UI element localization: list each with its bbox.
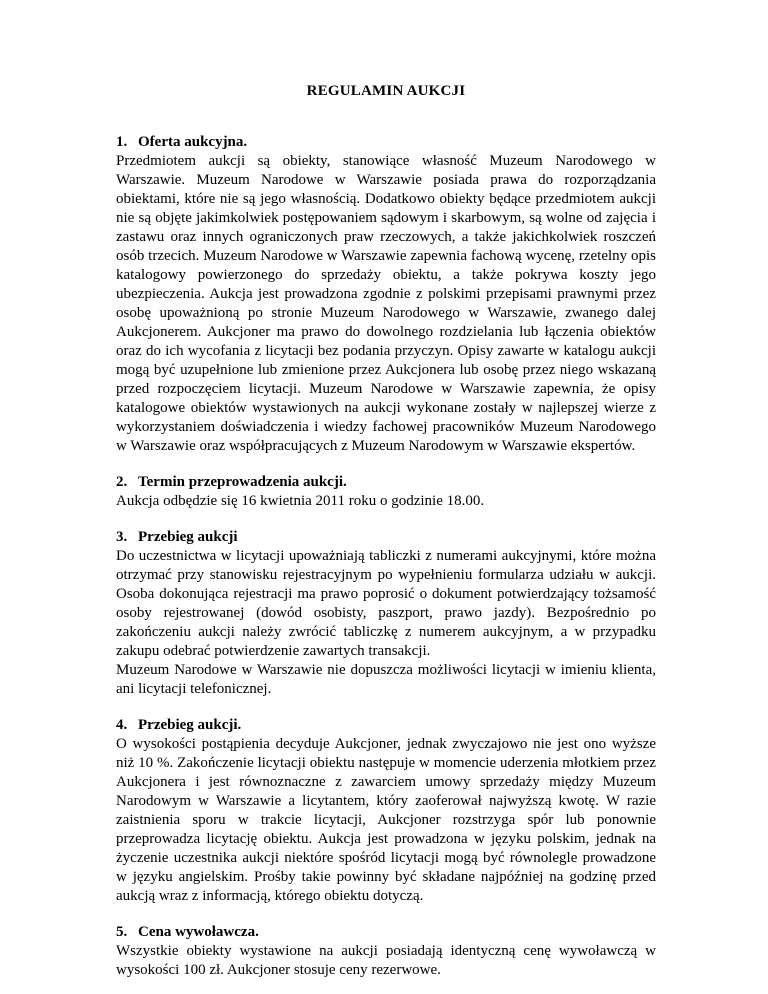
section-heading bbox=[116, 528, 656, 547]
section-number: 5. bbox=[116, 924, 128, 940]
document-title: REGULAMIN AUKCJI bbox=[306, 83, 466, 99]
section-paragraph: O wysokości postąpienia decyduje Aukcjoner, jednak zwyczajowo nie jest ono wyższe niż 10 %. Zakończenie licytacji obiektu następuje w momencie uderzenia młotkiem przez Aukcjonera i jest równoznaczne z zawarciem umowy sprzedaży między Muzeum Narodowym w Warszawie a licytantem, który zaoferował najwyższą kwotę. W razie zaistnienia sporu w trakcie licytacji, Aukcjoner rozstrzyga spór lub ponownie przeprowadza licytację obiektu. Aukcja jest prowadzona w języku polskim, jednak na życzenie uczestnika aukcji niektóre spośród licytacji mogą być równolegle prowadzone w języku angielskim. Prośby takie powinny być składane najpóźniej na godzinę przed aukcją wraz z informacją, którego obiektu dotyczą. bbox=[116, 736, 656, 904]
section-number: 4. bbox=[116, 717, 128, 733]
section-heading bbox=[116, 923, 656, 942]
section-number: 3. bbox=[116, 529, 128, 545]
section-przebieg-aukcji-2 bbox=[116, 716, 656, 906]
section-oferta-aukcyjna bbox=[116, 133, 656, 456]
section-heading-text: Oferta aukcyjna. bbox=[138, 134, 248, 150]
section-heading bbox=[116, 133, 656, 152]
section-paragraph: Do uczestnictwa w licytacji upoważniają tabliczki z numerami aukcyjnymi, które można otrzymać przy stanowisku rejestracyjnym po wypełnieniu formularza udziału w aukcji. Osoba dokonująca rejestracji ma prawo poprosić o dokument potwierdzający tożsamość osoby rejestrowanej (dowód osobisty, paszport, prawo jazdy). Bezpośrednio po zakończeniu aukcji należy zwrócić tabliczkę z numerem aukcyjnym, a w przypadku zakupu odebrać potwierdzenie zawartych transakcji. bbox=[116, 548, 656, 659]
section-paragraph: Aukcja odbędzie się 16 kwietnia 2011 roku o godzinie 18.00. bbox=[116, 493, 485, 509]
section-przebieg-aukcji bbox=[116, 528, 656, 699]
section-paragraph: Wszystkie obiekty wystawione na aukcji posiadają identyczną cenę wywoławczą w wysokości 100 zł. Aukcjoner stosuje ceny rezerwowe. bbox=[116, 943, 656, 978]
section-cena-wywolawcza bbox=[116, 923, 656, 980]
section-heading-text: Cena wywoławcza. bbox=[138, 924, 259, 940]
section-number: 2. bbox=[116, 474, 128, 490]
section-heading-text: Przebieg aukcji bbox=[138, 529, 238, 545]
section-paragraph: Muzeum Narodowe w Warszawie nie dopuszcza możliwości licytacji w imieniu klienta, ani licytacji telefonicznej. bbox=[116, 662, 656, 697]
section-termin bbox=[116, 473, 656, 511]
section-heading-text: Przebieg aukcji. bbox=[138, 717, 242, 733]
section-heading bbox=[116, 716, 656, 735]
section-number: 1. bbox=[116, 134, 128, 150]
section-heading bbox=[116, 473, 656, 492]
section-paragraph: Przedmiotem aukcji są obiekty, stanowiące własność Muzeum Narodowego w Warszawie. Muzeum Narodowe w Warszawie posiada prawa do rozporządzania obiektami, które nie są jego własnością. Dodatkowo obiekty będące przedmiotem aukcji nie są objęte jakimkolwiek postępowaniem sądowym i skarbowym, są wolne od zajęcia i zastawu oraz innych ograniczonych praw rzeczowych, a także jakichkolwiek roszczeń osób trzecich. Muzeum Narodowe w Warszawie zapewnia fachową wycenę, rzetelny opis katalogowy powierzonego do sprzedaży obiektu, a także pokrywa koszty jego ubezpieczenia. Aukcja jest prowadzona zgodnie z polskimi przepisami prawnymi przez osobę upoważnioną po stronie Muzeum Narodowego w Warszawie, zwanego dalej Aukcjonerem. Aukcjoner ma prawo do dowolnego rozdzielania lub łączenia obiektów oraz do ich wycofania z licytacji bez podania przyczyn. Opisy zawarte w katalogu aukcji mogą być uzupełnione lub zmienione przez Aukcjonera lub osobę przez niego wskazaną przed rozpoczęciem licytacji. Muzeum Narodowe w Warszawie zapewnia, że opisy katalogowe obiektów wystawionych na aukcji wykonane zostały w najlepszej wierze z wykorzystaniem doświadczenia i wiedzy fachowej pracowników Muzeum Narodowego w Warszawie oraz współpracujących z Muzeum Narodowym w Warszawie ekspertów. bbox=[116, 153, 656, 454]
section-heading-text: Termin przeprowadzenia aukcji. bbox=[138, 474, 347, 490]
